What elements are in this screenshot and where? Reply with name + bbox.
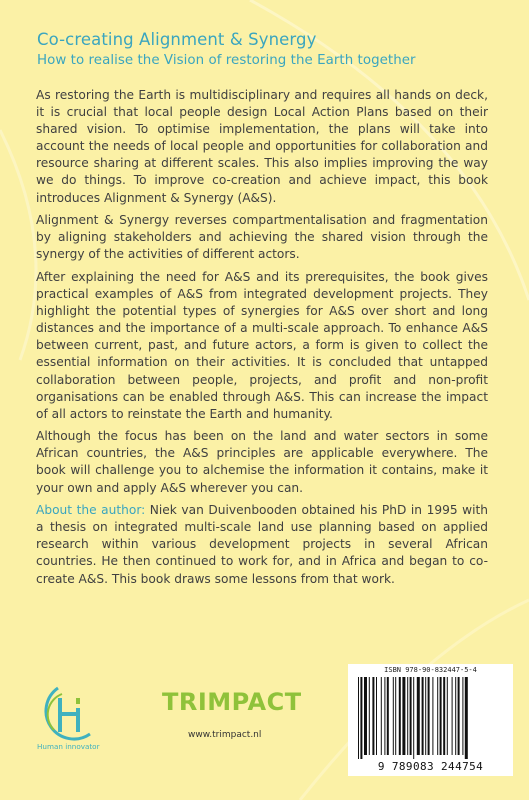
- blurb-text: [36, 87, 488, 593]
- trimpact-logo: TRIMPACT: [162, 688, 302, 716]
- blurb-paragraph: Alignment & Synergy reverses compartmentalisation and fragmentation by aligning stakeholders and achieving the shared vision through the synergy of the activities of different actors.: [36, 213, 488, 262]
- blurb-paragraph: After explaining the need for A&S and its prerequisites, the book gives practical examples of A&S from integrated development projects. They highlight the potential types of synergies for A&S over short and long distances and the importance of a multi-scale approach. To enhance A&S between current, past, and future actors, a form is given to collect the essential information on their activities. It is concluded that untapped collaboration between people, projects, and profit and non-profit organisations can be enabled through A&S. This can increase the impact of all actors to reinstate the Earth and humanity.: [36, 269, 488, 421]
- isbn-label: ISBN 978-90-832447-5-4: [384, 666, 477, 674]
- about-author-label: About the author:: [36, 503, 146, 518]
- human-innovator-logo: [32, 682, 144, 758]
- book-title: Co-creating Alignment & Synergy: [37, 30, 317, 49]
- human-innovator-caption: Human innovator: [37, 742, 100, 751]
- blurb-paragraph: Although the focus has been on the land and water sectors in some African countries, the A&S principles are applicable everywhere. The book will challenge you to alchemise the information it contains, make it your own and apply A&S wherever you can.: [36, 429, 488, 495]
- blurb-paragraph: As restoring the Earth is multidisciplinary and requires all hands on deck, it is crucial that local people design Local Action Plans based on their shared vision. To optimise implementation, the plans will take into account the needs of local people and opportunities for collaboration and resource sharing at different scales. This also implies improving the way we do things. To improve co-creation and achieve impact, this book introduces Alignment & Synergy (A&S).: [36, 88, 488, 205]
- barcode-number: 9 789083 244754: [377, 760, 484, 773]
- human-innovator-icon: [32, 682, 144, 742]
- about-author-text: Niek van Duivenbooden obtained his PhD in 1995 with a thesis on integrated multi-scale land use planning based on applied research within various development projects in several African countries. He then continued to work for, and in Africa and began to co-create A&S. This book draws some lessons from that work.: [36, 503, 489, 586]
- book-subtitle: How to realise the Vision of restoring the Earth together: [37, 53, 416, 68]
- trimpact-url: www.trimpact.nl: [188, 730, 262, 740]
- barcode-bars: [358, 677, 503, 759]
- isbn-barcode: [348, 664, 513, 776]
- about-author-paragraph: [36, 502, 488, 587]
